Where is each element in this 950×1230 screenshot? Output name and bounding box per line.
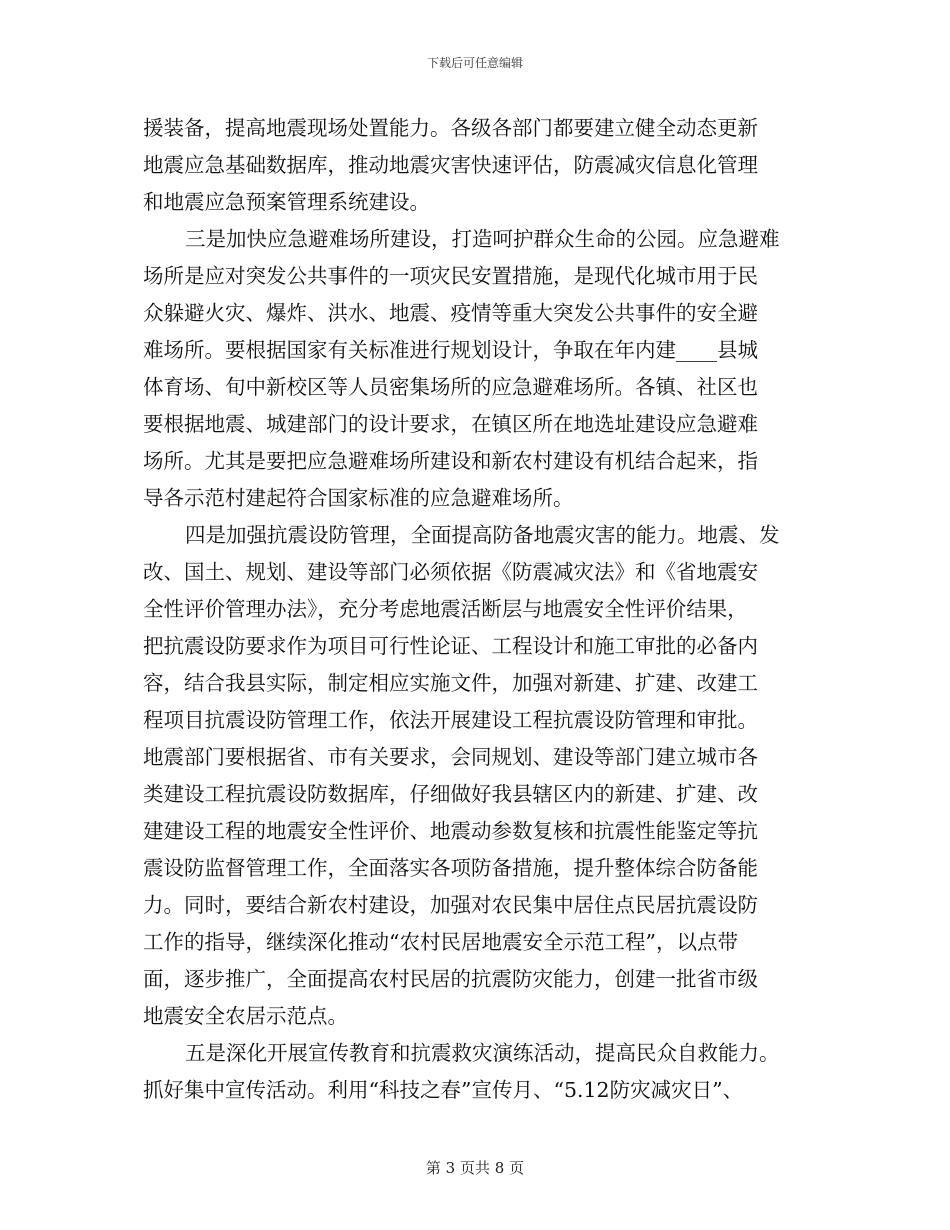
text-line: 力。同时，要结合新农村建设，加强对农民集中居住点民居抗震设防: [143, 893, 758, 917]
text-line: 要根据地震、城建部门的设计要求，在镇区所在地选址建设应急避难: [143, 412, 758, 436]
text-line: 全性评价管理办法》，充分考虑地震活断层与地震安全性评价结果，: [143, 597, 748, 621]
text-line: 震设防监督管理工作，全面落实各项防备措施，提升整体综合防备能: [143, 856, 758, 880]
text-line: 和地震应急预案管理系统建设。: [143, 190, 430, 214]
text-line: 建建设工程的地震安全性评价、地震动参数复核和抗震性能鉴定等抗: [143, 819, 758, 843]
text-line: 地震部门要根据省、市有关要求，会同规划、建设等部门建立城市各: [143, 745, 758, 769]
text-line: 地震应急基础数据库，推动地震灾害快速评估，防震减灾信息化管理: [143, 153, 758, 177]
text-line: 五是深化开展宣传教育和抗震救灾演练活动，提高民众自救能力。: [185, 1041, 780, 1065]
text-line: 四是加强抗震设防管理，全面提高防备地震灾害的能力。地震、发: [185, 523, 780, 547]
text-line: 类建设工程抗震设防数据库，仔细做好我县辖区内的新建、扩建、改: [143, 782, 758, 806]
text-line: 难场所。要根据国家有关标准进行规划设计，争取在年内建____县城: [143, 338, 758, 362]
text-line: 三是加快应急避难场所建设，打造呵护群众生命的公园。应急避难: [185, 227, 780, 251]
text-line: 场所是应对突发公共事件的一项灾民安置措施，是现代化城市用于民: [143, 264, 758, 288]
text-line: 改、国土、规划、建设等部门必须依据《防震减灾法》和《省地震安: [143, 560, 758, 584]
page-footer: 第 3 页共 8 页: [425, 1159, 525, 1177]
text-line: 援装备，提高地震现场处置能力。各级各部门都要建立健全动态更新: [143, 116, 758, 140]
text-line: 地震安全农居示范点。: [143, 1004, 348, 1028]
text-line: 体育场、旬中新校区等人员密集场所的应急避难场所。各镇、社区也: [143, 375, 758, 399]
text-line: 程项目抗震设防管理工作，依法开展建设工程抗震设防管理和审批。: [143, 708, 758, 732]
text-line: 抓好集中宣传活动。利用“科技之春”宣传月、“5.12防灾减灾日”、: [143, 1078, 744, 1102]
text-line: 工作的指导，继续深化推动“农村民居地震安全示范工程”，以点带: [143, 930, 738, 954]
text-line: 众躲避火灾、爆炸、洪水、地震、疫情等重大突发公共事件的安全避: [143, 301, 758, 325]
text-line: 容，结合我县实际，制定相应实施文件，加强对新建、扩建、改建工: [143, 671, 758, 695]
text-line: 面，逐步推广，全面提高农村民居的抗震防灾能力，创建一批省市级: [143, 967, 758, 991]
text-line: 场所。尤其是要把应急避难场所建设和新农村建设有机结合起来，指: [143, 449, 758, 473]
text-line: 把抗震设防要求作为项目可行性论证、工程设计和施工审批的必备内: [143, 634, 758, 658]
document-body: [143, 110, 815, 1109]
text-line: 导各示范村建起符合国家标准的应急避难场所。: [143, 486, 574, 510]
page-header: 下载后可任意编辑: [426, 56, 523, 70]
